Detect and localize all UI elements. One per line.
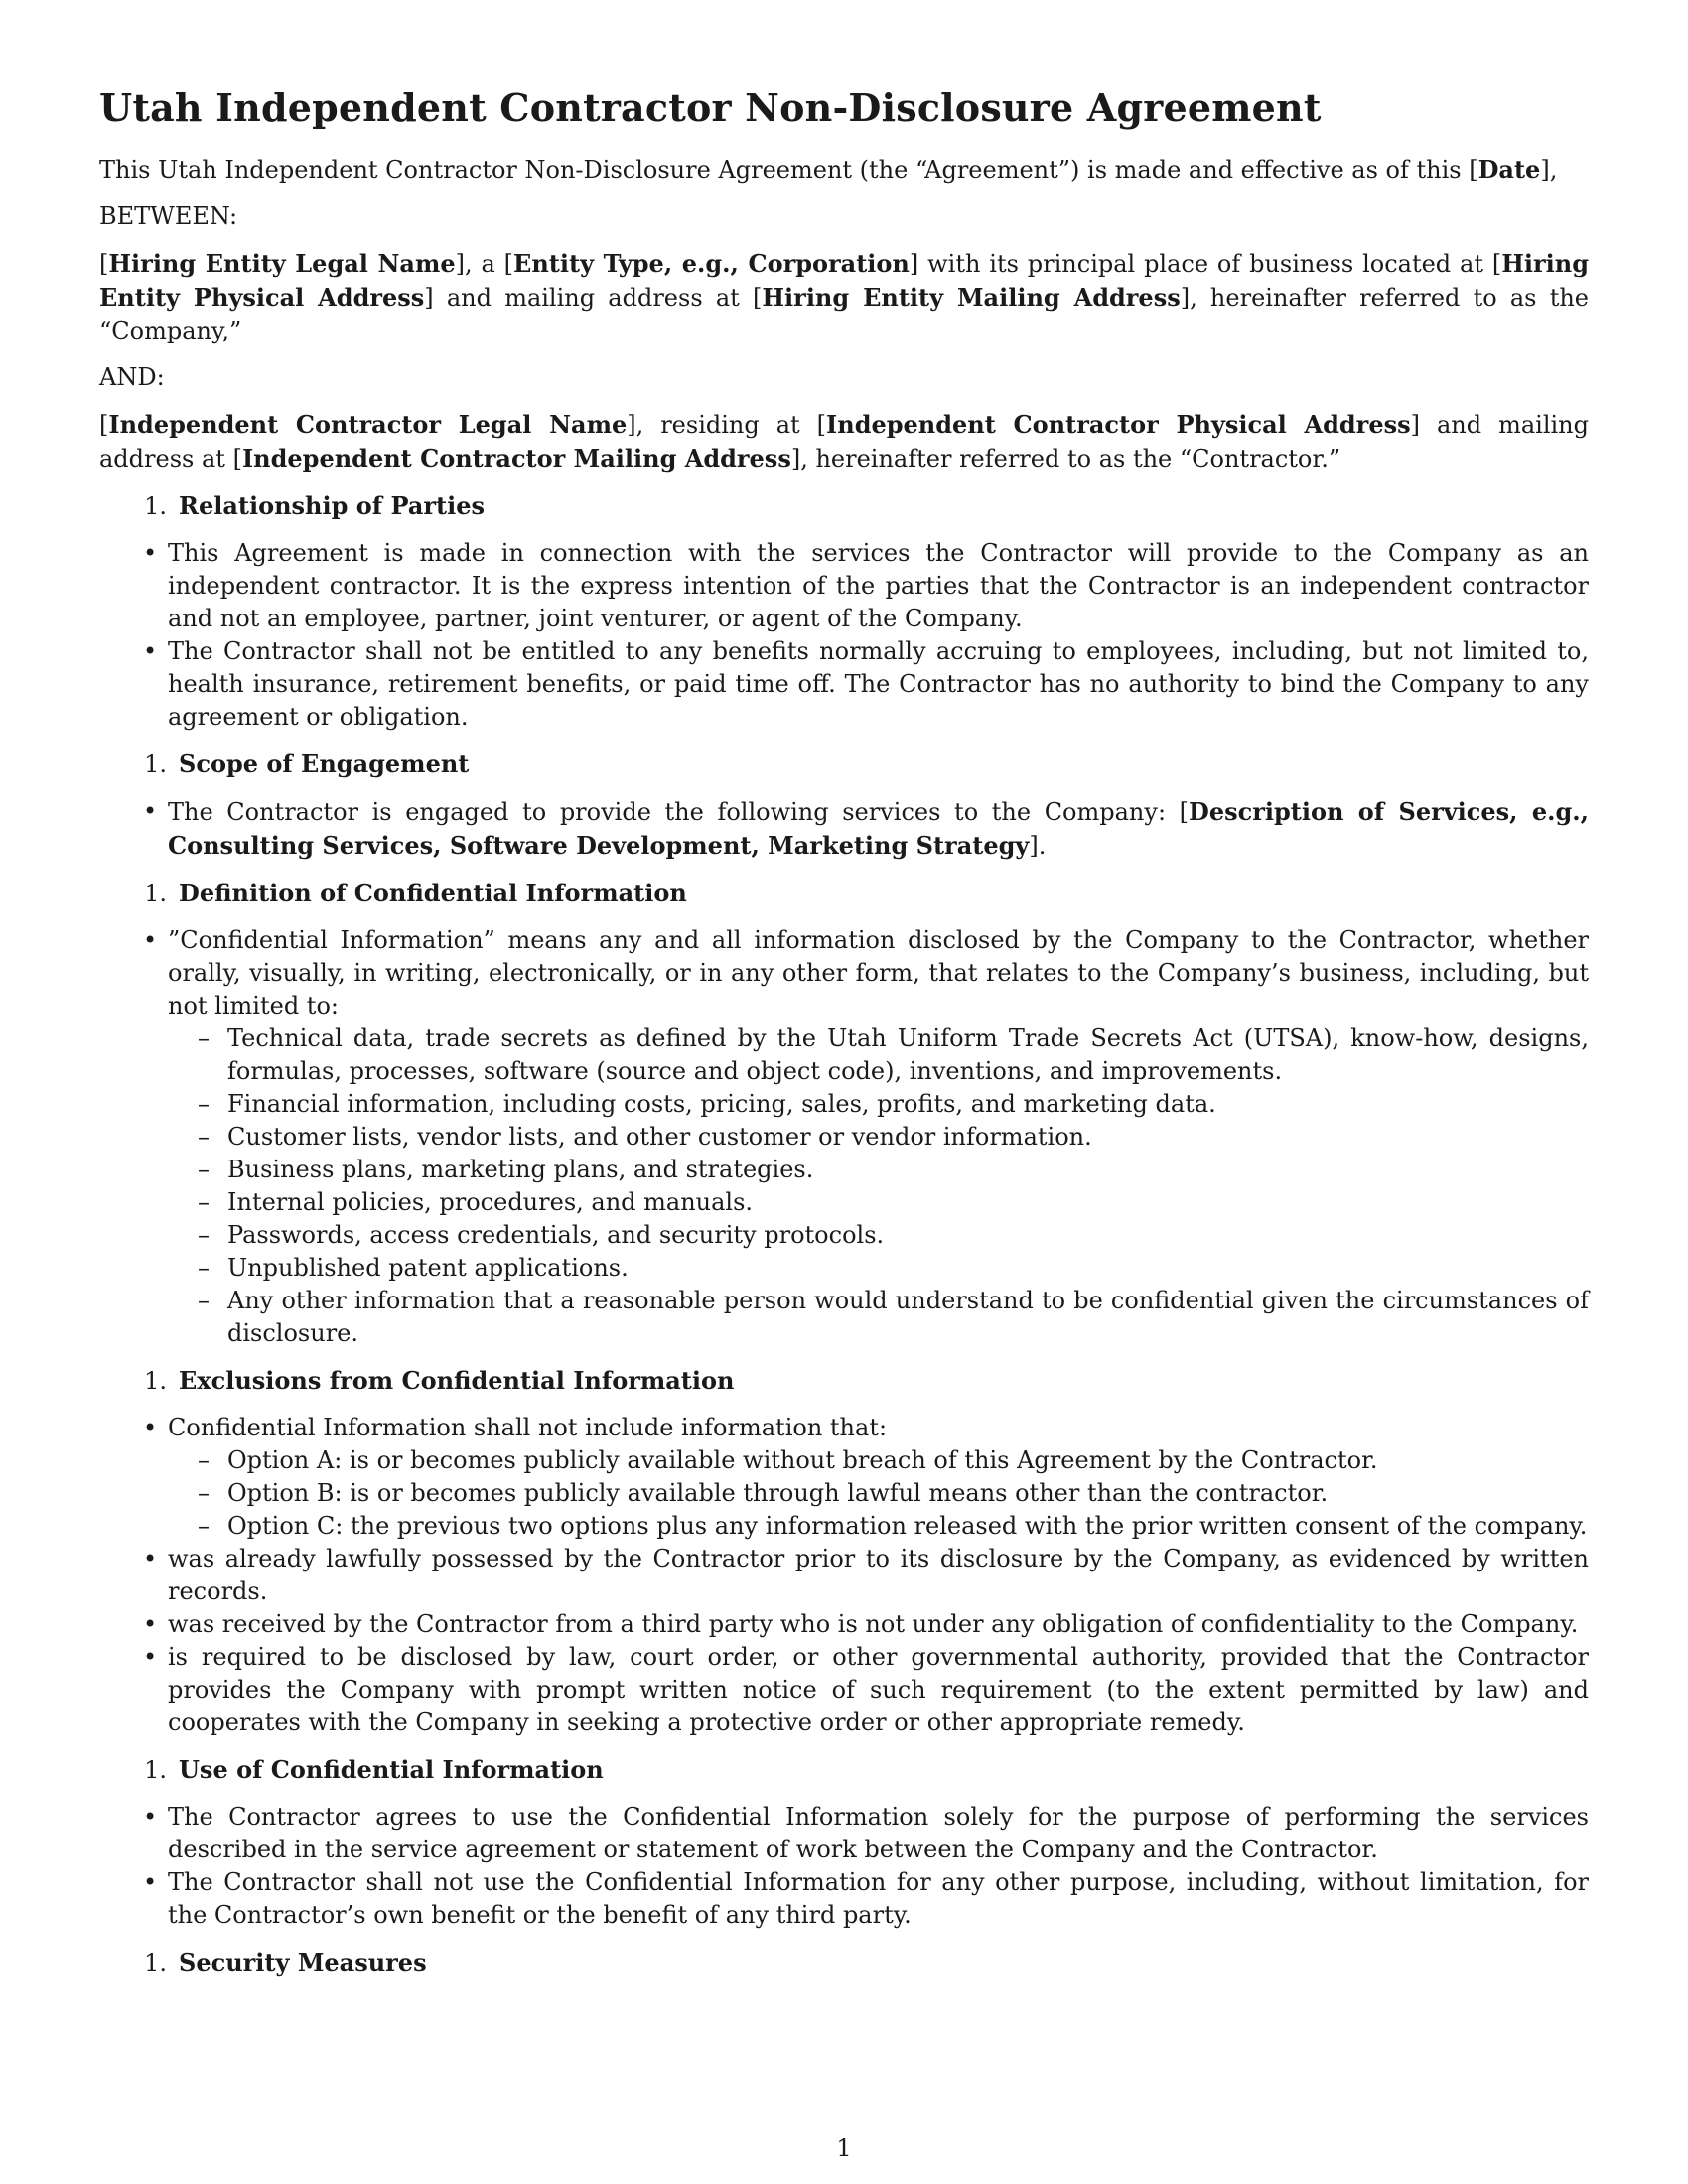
contractor-text-2: and mailing address at [99,411,1589,473]
list-item-end: . [1038,832,1047,860]
list-item: • was already lawfully possessed by the Contractor prior to its disclosure by the Company, as evidenced by written records. [99,1543,1589,1608]
contractor-text-3: , hereinafter referred to as the “Contractor.” [800,445,1341,473]
contractor-name-field: Independent Contractor Legal Name [108,410,628,439]
section-number: 1. [144,492,167,520]
list-item: • was received by the Contractor from a third party who is not under any obligation of confidentiality to the Company. [99,1608,1589,1641]
list-item: • The Contractor shall not be entitled to any benefits normally accruing to employees, including, but not limited to, health insurance, retirement benefits, or paid time off. The Contractor has no authority to bind the Company to any agreement or obligation. [99,635,1589,734]
list-item: • is required to be disclosed by law, court order, or other governmental authority, provided that the Contractor provides the Company with prompt written notice of such requirement (to the extent permitted by law) and cooperates with the Company in seeking a protective order or other appropriate remedy. [99,1641,1589,1739]
sub-list-item: – Unpublished patent applications. [168,1252,1589,1285]
section-title: Exclusions from Confidential Information [179,1366,735,1395]
hiring-entity-mailing-address-field: Hiring Entity Mailing Address [762,283,1181,312]
section-heading [99,1946,1589,1979]
section-number: 1. [144,1367,167,1395]
company-text-4: , hereinafter referred to as the “Company,” [99,284,1589,344]
contractor-physical-address-field: Independent Contractor Physical Address [826,410,1411,439]
sub-list-item: – Option A: is or becomes publicly available without breach of this Agreement by the Contractor. [168,1444,1589,1477]
and-label: AND: [99,363,165,391]
list-item [99,1412,1589,1543]
bullet-list [99,1412,1589,1739]
hiring-entity-name-field: Hiring Entity Legal Name [108,249,456,278]
contractor-mailing-address-field: Independent Contractor Mailing Address [241,444,791,473]
between-label: BETWEEN: [99,203,238,230]
list-item-text: ”Confidential Information” means any and all information disclosed by the Company to the Contractor, whether orally, visually, in writing, electronically, or in any other form, that relates to the Company’s business, including, but not limited to: [168,926,1589,1020]
section-heading [99,489,1589,523]
list-item: • The Contractor is engaged to provide the following services to the Company: [Description of Services, e.g., Consulting Services, Software Development, Marketing Strategy]. [99,795,1589,863]
section-title: Scope of Engagement [179,750,470,778]
page-number: 1 [836,2134,852,2162]
bullet-list [99,1801,1589,1932]
intro-end: , [1549,156,1558,184]
section-heading [99,1753,1589,1787]
sub-list [168,1444,1589,1543]
contractor-paragraph: [Independent Contractor Legal Name], residing at [Independent Contractor Physical Address] and mailing address at [Independent Contractor Mailing Address], hereinafter referred to as the “Contractor.” [99,410,1589,473]
date-field: Date [1477,155,1541,184]
section-number: 1. [144,1949,167,1977]
intro-text: This Utah Independent Contractor Non-Disclosure Agreement (the “Agreement”) is made and effective as of this [99,156,1470,184]
sub-list-item: – Internal policies, procedures, and manuals. [168,1186,1589,1219]
sub-list-item: – Any other information that a reasonable person would understand to be confidential given the circumstances of disclosure. [168,1285,1589,1350]
sub-list-item: – Passwords, access credentials, and security protocols. [168,1219,1589,1252]
list-item-text: Confidential Information shall not include information that: [168,1414,888,1441]
section-number: 1. [144,1756,167,1784]
section-title: Definition of Confidential Information [179,879,687,907]
section-title: Relationship of Parties [179,491,486,520]
section-number: 1. [144,880,167,907]
section-heading [99,1364,1589,1398]
company-text-2: with its principal place of business located at [918,250,1492,278]
document-title: Utah Independent Contractor Non-Disclosure Agreement [99,85,1322,130]
section-title: Security Measures [179,1948,427,1977]
section-title: Use of Confidential Information [179,1755,604,1784]
company-text-3: and mailing address at [433,284,753,312]
list-item [99,924,1589,1350]
sub-list-item: – Option C: the previous two options plus any information released with the prior written consent of the company. [168,1510,1589,1543]
hiring-entity-physical-address-field: Hiring Entity Physical Address [99,249,1589,312]
intro-paragraph: This Utah Independent Contractor Non-Disclosure Agreement (the “Agreement”) is made and effective as of this [Date], [99,155,1558,184]
list-item-text: The Contractor is engaged to provide the following services to the Company: [168,798,1180,826]
sub-list-item: – Option B: is or becomes publicly available through lawful means other than the contractor. [168,1477,1589,1510]
section-number: 1. [144,751,167,778]
entity-type-field: Entity Type, e.g., Corporation [513,249,910,278]
sub-list-item: – Business plans, marketing plans, and strategies. [168,1154,1589,1186]
section-heading [99,748,1589,781]
company-paragraph: [Hiring Entity Legal Name], a [Entity Type, e.g., Corporation] with its principal place of business located at [Hiring Entity Physical Address] and mailing address at [Hiring Entity Mailing Address], hereinafter referred to as the “Company,” [99,249,1589,344]
sub-list-item: – Technical data, trade secrets as defined by the Utah Uniform Trade Secrets Act (UTSA), know-how, designs, formulas, processes, software (source and object code), inventions, and improvements. [168,1023,1589,1088]
list-item: • The Contractor agrees to use the Confidential Information solely for the purpose of performing the services described in the service agreement or statement of work between the Company and the Contractor. [99,1801,1589,1866]
description-of-services-field: Description of Services, e.g., Consulting Services, Software Development, Marketing Strategy [168,797,1590,860]
section-heading [99,877,1589,910]
list-item: • This Agreement is made in connection with the services the Contractor will provide to the Company as an independent contractor. It is the express intention of the parties that the Contractor is an independent contractor and not an employee, partner, joint venturer, or agent of the Company. [99,537,1589,635]
bullet-list [99,795,1589,863]
sub-list [168,1023,1589,1350]
sub-list-item: – Financial information, including costs, pricing, sales, profits, and marketing data. [168,1088,1589,1121]
company-text-1: , a [465,250,504,278]
document-page [99,85,1589,1993]
bullet-list [99,537,1589,734]
list-item: • The Contractor shall not use the Confidential Information for any other purpose, including, without limitation, for the Contractor’s own benefit or the benefit of any third party. [99,1866,1589,1932]
sub-list-item: – Customer lists, vendor lists, and other customer or vendor information. [168,1121,1589,1154]
contractor-text-1: , residing at [635,411,817,439]
bullet-list [99,924,1589,1350]
